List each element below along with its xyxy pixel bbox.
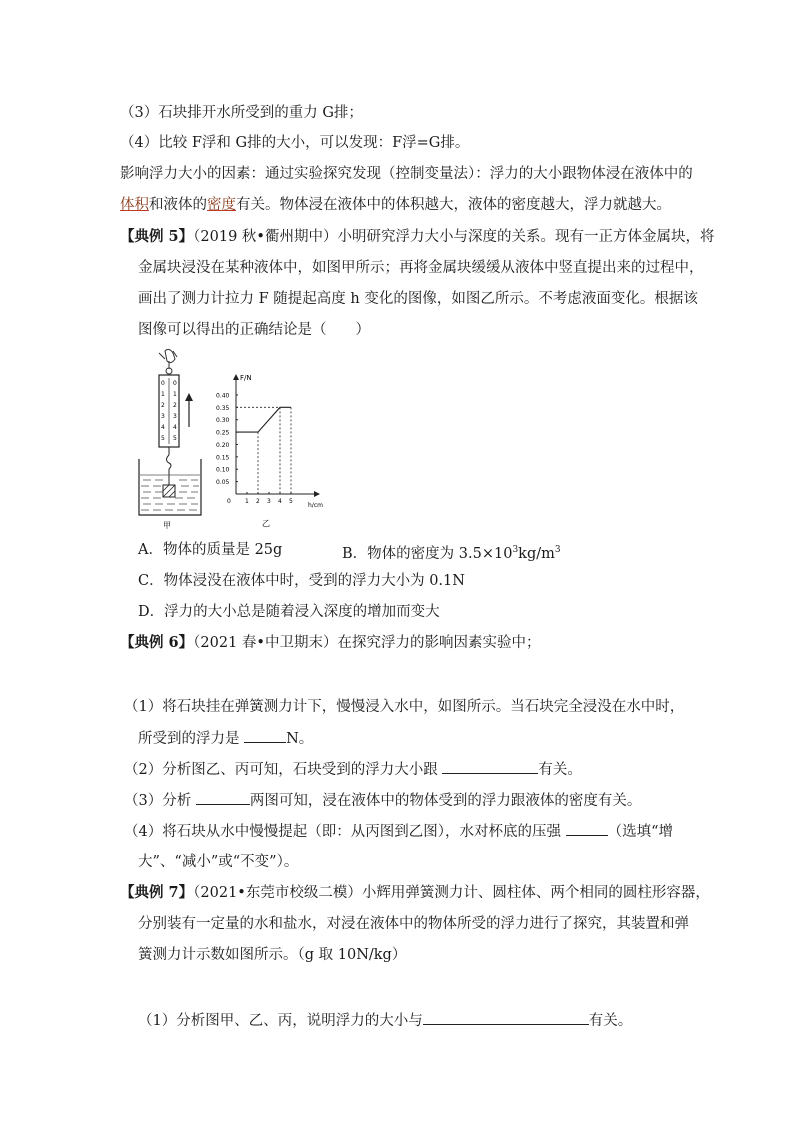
- example-6-line-1: 【典例 6】（2021 春•中卫期末）在探究浮力的影响因素实验中；: [120, 634, 541, 651]
- answer-blank[interactable]: [442, 759, 538, 774]
- answer-blank[interactable]: [244, 728, 286, 743]
- keyword-density: 密度: [207, 197, 236, 213]
- y-axis-label: F/N: [240, 374, 252, 382]
- example-5-line-4: 图像可以得出的正确结论是（ ）: [138, 322, 370, 338]
- figure-yi-label: 乙: [262, 519, 270, 528]
- x-axis-arrow: [314, 491, 320, 497]
- scale-label-left: 4: [161, 424, 165, 431]
- x-tick-label: 4: [278, 498, 282, 505]
- step-3: （3）石块排开水所受到的重力 G排；: [120, 105, 363, 121]
- scale-label-right: 0: [173, 380, 177, 387]
- figure-jia-label: 甲: [163, 521, 171, 530]
- example-7-line-3: 簧测力计示数如图所示。（g 取 10N/kg）: [138, 947, 407, 963]
- example-7-line-2: 分别装有一定量的水和盐水，对浸在液体中的物体所受的浮力进行了探究，其装置和弹: [138, 916, 689, 932]
- chart-labels: [216, 374, 323, 509]
- example-5-tag: 【典例 5】: [120, 228, 194, 245]
- example-5-line-2: 金属块浸没在某种液体中，如图甲所示；再将金属块缓缓从液体中竖直提出来的过程中，: [138, 260, 704, 276]
- x-tick-label: 2: [256, 498, 260, 505]
- x-tick-label: 3: [267, 498, 271, 505]
- y-tick-label: 0.40: [216, 392, 230, 400]
- y-tick-label: 0.30: [216, 417, 230, 425]
- scale-label-left: 1: [161, 391, 165, 398]
- example-6-q3: （3）分析 两图可知，浸在液体中的物体受到的浮力跟液体的密度有关。: [124, 790, 641, 811]
- x-tick-label: 5: [289, 498, 293, 505]
- example-6-q4-line-1: （4）将石块从水中慢慢提起（即：从丙图到乙图），水对杯底的压强 （选填“增: [124, 821, 673, 842]
- example-5-line-1: 【典例 5】（2019 秋•衢州期中）小明研究浮力大小与深度的关系。现有一正方体金属块，将: [120, 228, 715, 245]
- factors-line-2: 体积和液体的密度有关。物体浸在液体中的体积越大，液体的密度越大，浮力就越大。: [120, 197, 671, 213]
- series-line: [236, 407, 291, 432]
- example-6-q1-line-2: 所受到的浮力是 N。: [138, 728, 313, 749]
- example-6-q4-line-2: 大”、“减小”或“不变”）。: [138, 854, 299, 870]
- figure-apparatus: [135, 347, 215, 530]
- chart-series: [236, 407, 291, 432]
- x-tick-label: 1: [245, 498, 249, 505]
- step-4: （4）比较 F浮和 G排的大小，可以发现：F浮=G排。: [120, 135, 470, 151]
- x-axis-label: h/cm: [308, 502, 323, 509]
- hook-curl: [167, 455, 172, 469]
- y-tick-label: 0.20: [216, 441, 230, 449]
- scale-label-left: 0: [161, 380, 165, 387]
- example-5-line-3: 画出了测力计拉力 F 随提起高度 h 变化的图像，如图乙所示。不考虑液面变化。根据该: [138, 291, 698, 307]
- answer-blank[interactable]: [566, 821, 608, 836]
- scale-label-right: 3: [173, 413, 177, 420]
- scale-label-left: 5: [161, 435, 165, 442]
- example-7-tag: 【典例 7】: [120, 884, 194, 901]
- example-6-q1-line-1: （1）将石块挂在弹簧测力计下，慢慢浸入水中，如图所示。当石块完全浸没在水中时，: [124, 699, 685, 715]
- y-axis-arrow: [233, 374, 239, 380]
- answer-blank[interactable]: [423, 1010, 589, 1025]
- scale-label-left: 3: [161, 413, 165, 420]
- example-6-q2: （2）分析图乙、丙可知，石块受到的浮力大小跟 有关。: [124, 759, 582, 780]
- x-tick-label: 0: [227, 498, 231, 505]
- y-tick-label: 0.25: [216, 429, 230, 437]
- y-tick-label: 0.10: [216, 466, 230, 474]
- option-d: D．浮力的大小总是随着浸入深度的增加而变大: [138, 604, 440, 620]
- scale-label-right: 1: [173, 391, 177, 398]
- lift-arrow-head: [185, 393, 193, 401]
- scale-label-left: 2: [161, 402, 165, 409]
- y-tick-label: 0.15: [216, 454, 230, 462]
- scale-label-right: 2: [173, 402, 177, 409]
- keyword-volume: 体积: [120, 197, 149, 213]
- option-a: A．物体的质量是 25g: [138, 542, 283, 558]
- option-b: B．物体的密度为 $3.5\times 10^3kg/m^3$: [342, 545, 561, 562]
- y-tick-label: 0.35: [216, 404, 230, 412]
- chart-guides: [236, 407, 291, 494]
- chart-axes: [233, 374, 320, 497]
- example-7-q1: （1）分析图甲、乙、丙，说明浮力的大小与 有关。: [138, 1010, 632, 1031]
- example-7-line-1: 【典例 7】（2021•东莞市校级二模）小辉用弹簧测力计、圆柱体、两个相同的圆柱形容器，: [120, 884, 710, 901]
- factors-line-1: 影响浮力大小的因素：通过实验探究发现（控制变量法）：浮力的大小跟物体浸在液体中的: [120, 166, 693, 182]
- answer-blank[interactable]: [196, 790, 250, 805]
- scale-label-right: 5: [173, 435, 177, 442]
- figure-chart: [210, 358, 325, 530]
- option-c: C．物体浸没在液体中时，受到的浮力大小为 0.1N: [138, 573, 465, 589]
- y-tick-label: 0.05: [216, 479, 230, 487]
- scale-label-right: 4: [173, 424, 177, 431]
- example-6-tag: 【典例 6】: [120, 634, 194, 651]
